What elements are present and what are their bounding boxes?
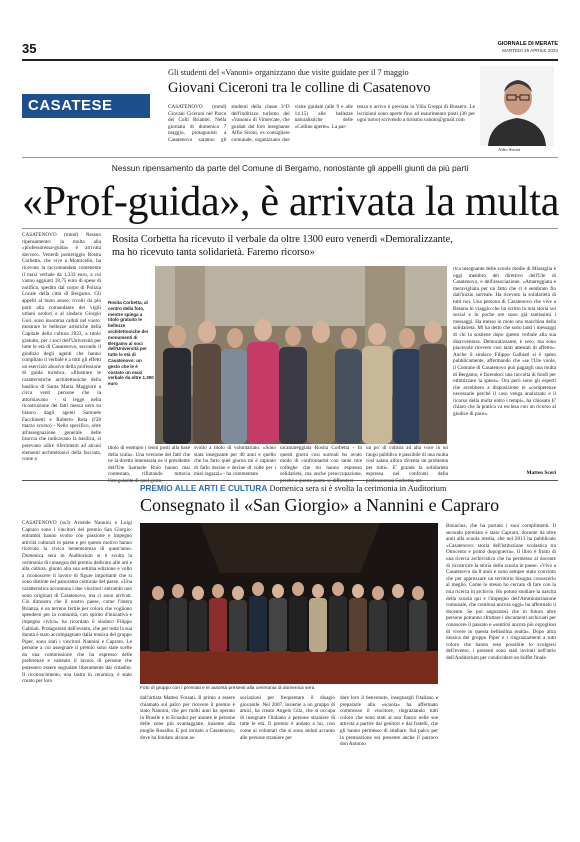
top-kicker: Gli studenti del «Vanoni» organizzano due visite guidate per il 7 maggio	[168, 68, 409, 77]
main-col-b: svolto a titolo di volontariato. «Sono stata insegnante per 40 anni e quello che ho fatto quel giorno mi è capitato di farlo decine e decine di volte per i miei ragazzi» - ha commentato	[194, 445, 276, 478]
page-header	[22, 40, 558, 58]
paper-name: GIORNALE DI MERATE	[497, 41, 558, 47]
main-photo-caption-box	[108, 300, 154, 420]
top-col-1: CASATENOVO (mmd) Giovani Ciceroni nel Parco dei Colli Briantei. Nella giornata di domenica 7 maggio, protagonisti a Casatenovo saranno gli studenti della classe 3^D dell'indirizzo turismo del «Vanoni» di Vimercate, che guidati dal loro insegnante Alfio Sironi, ex consigliere comunale, organizzano due visite guidate (alle 9 e alle 14.15) alle bellezze naturalistiche delle «Colline aperte». La par-	[168, 104, 353, 143]
top-photo-caption: Alfio Sironi	[498, 147, 521, 152]
main-headline-rule	[22, 228, 558, 229]
bottom-group-photo	[140, 523, 438, 684]
main-subhead: Rosita Corbetta ha ricevuto il verbale da oltre 1300 euro venerdì «Demoralizzante, ma ho ricevuto tanta solidarietà. Faremo ricorso»	[112, 234, 453, 258]
bottom-photo-caption: Foto di gruppo con i premiati e le autorità presenti alla cerimonia di domenica sera	[140, 686, 315, 691]
bottom-col-b: sociazioni per frequentare il disagio giovanile. Nel 2007, insieme a un gruppo di amici, ha creato Angelo Gitz, che si occupa di insegnare l'italiano a persone straniere di tutte le età. Il premio è andato a lui, così come ai volontari che si sono seduti accanto alle persone straniere per	[240, 695, 335, 741]
bottom-col-a: dall'artista Matteo Fossati. Il primo a essere chiamato sul palco per ricevere il premio è stato Nannini, che per molti anni ha operato in Brasile e in Ecuador per aiutare le persone delle zone più svantaggiate, insieme alla moglie Rosalba. E poi tornato a Casatenovo, dove ha fondato alcune as-	[140, 695, 235, 741]
bottom-right-col: Bonacina, che ha portato i suoi complimenti. Il secondo premiato è stato Capraro, docente da oltre anni alla scuola media, che nel 2013 ha pubblicato «Casatenovo: storia dell'istituzione scolastica tra Ottocento e primo dopoguerra». Il libro è frutto di una ricerca archivistica che ha permesso al docente di ricostruire la storia della scuola in paese. «Vivo a Casatenovo da 8 anni e sono sempre stato convinto che per apprezzare un territorio bisogna conoscerlo al meglio. Come lo stesso ho cercato di fare con la mia ricerca in archivio. Ho potuto studiare la nascita della scuola qui e l'impegno dell'Amministrazione comunale, che continua ancora oggi» ha affermato il docente. Se poi auguratosi che in futuro altre persone potranno sfruttare i documenti archiviati per conoscere il passato e «sentirsi ancora più orgogliosi di vivere in questa bellissima realtà». Dopo altra musica del gruppo Piper e i ringraziamenti a tutti coloro che hanno reso possibile lo svolgersi dell'evento, i presenti sono stati invitati nell'atrio dell'Auditorium per condividere un buffet finale.	[446, 523, 556, 661]
main-left-col: CASATENOVO (mmd) Nessun ripensamento: la multa alla «professoressa-guida» è arrivata davvero. Venerdì pomeriggio Rosita Corbetta, che vive a Monticello, ha ricevuto la raccomandata contenente il maxi verbale da 1.333 euro, a cui vanno aggiunti 18,75 euro di spese di notifica, spedito dal corpo di Polizia Locale della città di Bergamo. Gli appelli al buon senso, rivolti da più parti alla comandante dei vigili urbani orobici e al sindaco Giorgio Gori, sono insomma caduti nel vuoto: mostrare le bellezze artistiche della Capitale della cultura 2023, a titolo gratuito, per i soci dell'Università per tutte le età di Casatenovo, secondo il giudizio degli agenti che hanno compilato il verbale è a tutti gli effetti un esercizio abusivo della professione di guida turistica. «Illustrare le caratteristiche architettoniche della basilica di Santa Maria Maggiore a circa venti persone che la attorniavano - si legge nella ricostruzione dei fatti messa nero su bianco dagli agenti Samuele Facchinetti e Roberto Rota (l'28 marzo scorso) - Nello specifico, oltre all'assegnazione generale delle braccia che indicavano la basilica, si potevano udire riferimenti ad alcuni elementi architettonici della facciata, come a	[22, 232, 101, 463]
page-number: 35	[22, 41, 37, 56]
section-label: CASATESE	[22, 94, 150, 118]
main-headline: «Prof-guida», è arrivata la multa	[22, 179, 560, 225]
main-byline: Matteo Sceri	[526, 470, 556, 476]
main-col-c: un'amareggiata Rosita Corbetta - In questi giorni così surreali ho avuto modo di confrontarmi con tante mie colleghe che mi hanno espresso solidarietà, ma anche preoccupazione,	[280, 445, 362, 478]
main-overline: Nessun ripensamento da parte del Comune di Bergamo, nonostante gli appelli giunti da più parti	[111, 163, 469, 173]
bottom-kicker	[140, 483, 446, 493]
top-col-2: tenza e arrivo è prevista in Villa Greppi di Bussero. Le iscrizioni sono aperte fino ad esaurimento posti (30 per ogni turno) scrivendo a turismo.vanoni@gmail.com	[357, 104, 475, 124]
main-photo-caption: Rosita Corbetta, al centro della foto, mentre spiega a titolo gratuito le bellezze architettoniche dei monumenti di Bergamo ai soci dell'Università per tutte le età di Casatenovo: un gesto che le è costato un maxi verbale da oltre 1.300 euro	[108, 300, 154, 387]
main-group-photo	[155, 266, 447, 444]
top-portrait-photo	[480, 66, 554, 146]
bottom-kicker-label: PREMIO ALLE ARTI E CULTURA	[140, 483, 268, 493]
main-col-d: un po' di cultura ad alta voce in un luogo pubblico è passibile di una multa così salata allora diventa un problema per tutti». E' grande la solidarietà espressa nei confronti della	[366, 445, 448, 478]
bottom-left-col: CASATENOVO (ss3) Aristide Nannini e Luigi Capraro sono i vincitori del premio San Giorgio: entrambi hanno svolto con passione e impegno attività culturali in paese e per questo motivo hanno ricevuto la civica benemerenza di quest'anno. Domenica sera in Auditorium si è svolta la cerimonia di consegna del premio dedicato alle arti e alla cultura, giunto alla sua settima edizione e volto a riconoscere il lavoro di figure importanti che si sono distinte nel panorama culturale del paese. «Una caratteristica accomuna i due vincitori: entrambi non sono originari di Casatenovo, ma ci sono arrivati. Ciò dimostra che il nostro paese, come l'intera Brianza, è un terreno fertile per coloro che vogliono spendersi per la comunità, con spirito d'iniziativa e impegno civico» ha ricordato il sindaco Filippo Galbiati. Protagonisti dell'evento, che per tutta la sua durata è stato accompagnato dalla musica del gruppo Piper, sono stati i vincitori Nannini e Capraro. Le persone a cui assegnare il premio sono state scelte da una commissione che ha espresso delle preferenze e valutato il lavoro di persone che potessero essere segnalate liberamente dai cittadini. Il riconoscimento, una lastra in ceramica, è stato creato per loro	[22, 520, 132, 685]
top-headline: Giovani Ciceroni tra le colline di Casatenovo	[168, 80, 431, 96]
header-rule	[22, 59, 558, 61]
bottom-headline: Consegnato il «San Giorgio» a Nannini e Capraro	[140, 495, 500, 515]
main-col-a: titolo di esempio i leoni posti alla base della scala». Una versione dei fatti che ne la diretta interessata ne il presidente dell'Ute Samuele Ruio hanno mai contestato, rifiutando tuttavia	[108, 445, 190, 478]
main-story-rule	[22, 480, 558, 481]
main-right-col: rica insegnante delle scuole medie di Missaglia e oggi membro del direttivo dell'Ute di Casatenovo, e dell'associazione. «Amareggiata e meravigliata per un fatto che ci è sembrato fin dall'inizio surreale. Ha ricevuto la solidarietà di tutti noi. Una persona di Casatenovo che vive a Besana in viaggio che ha scritto la mia storia sui social e in poche ore sono già tantissimi i messaggi. Ha messo in moto una macchina della solidarietà. Mi ha detto che sono tanti i messaggi di chi la sostiene dopo questo verbale alla sua disavventura. Demoralizzante, è vero, ma sono piacevole ricevere così tanti attestati di affetto». Anche il sindaco Filippo Galbiati si è speso pubblicamente, affermando che «se l'Ute vuole, il Comune di Casatenovo può pagargli una multa di Bergamo, è facendoci una raccolta di fondi per ottimizzare la spesa». Ora però sono gli esperti che avrebbero a disposizione le «competenze necessarie perché il caso venga analizzato e il ricorso della multa entro i tempi», ha chiosato E' chiaro che la pratica va esclusa con un ricorso al giudice di pace».	[453, 266, 556, 418]
issue-date: MARTEDÌ 26 APRILE 2023	[502, 48, 558, 53]
bottom-col-c: dare loro il benvenuto, insegnargli l'italiano e prepararle alla «scuola» ha affermato commosso il vincitore, ringraziando tutti coloro che sono stati al suo fianco nelle sue attività a partire dai genitori e dai fratelli, che gli hanno permesso di studiare. Sul palco per la premiazione era presente anche il parroco don Antonio	[340, 695, 438, 748]
top-story-rule	[22, 157, 558, 158]
bottom-kicker-text: Domenica sera si è svolta la cerimonia in Auditorium	[269, 484, 447, 493]
